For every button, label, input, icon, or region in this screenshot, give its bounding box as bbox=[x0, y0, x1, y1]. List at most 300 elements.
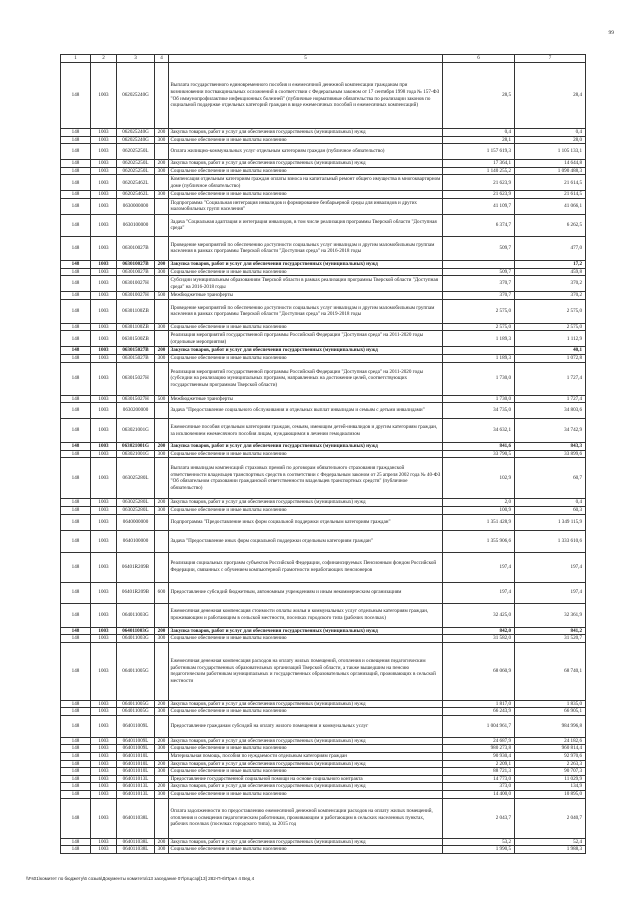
cell-section-code: 1003 bbox=[91, 745, 117, 753]
cell-description: Межбюджетные трансферты bbox=[169, 292, 443, 300]
cell-admin-code: 148 bbox=[61, 450, 91, 458]
cell-admin-code: 148 bbox=[61, 499, 91, 507]
cell-expense-type bbox=[155, 753, 169, 761]
cell-expense-type: 200 bbox=[155, 783, 169, 791]
cell-expense-type: 600 bbox=[155, 582, 169, 603]
cell-executed-amount: 2 575,0 bbox=[515, 323, 586, 331]
table-row bbox=[61, 191, 586, 199]
cell-expense-type bbox=[155, 299, 169, 323]
cell-target-article: 063021001G bbox=[117, 450, 155, 458]
cell-admin-code: 148 bbox=[61, 715, 91, 737]
cell-planned-amount: 88 721,3 bbox=[443, 768, 515, 776]
cell-executed-amount: 1 072,8 bbox=[515, 354, 586, 362]
cell-section-code: 1003 bbox=[91, 292, 117, 300]
cell-description: Социальное обеспечение и иные выплаты населению bbox=[169, 268, 443, 276]
cell-description: Задача "Предоставление социального обслуживания и отдельных выплат инвалидам и семьям с детьми инвалидами" bbox=[169, 403, 443, 419]
cell-planned-amount: 197,4 bbox=[443, 552, 515, 582]
cell-planned-amount: 1 730,0 bbox=[443, 395, 515, 403]
cell-planned-amount: 370,7 bbox=[443, 276, 515, 292]
cell-planned-amount bbox=[443, 347, 515, 355]
cell-admin-code: 148 bbox=[61, 167, 91, 175]
table-row bbox=[61, 354, 586, 362]
cell-expense-type: 200 bbox=[155, 347, 169, 355]
cell-admin-code: 148 bbox=[61, 783, 91, 791]
cell-expense-type: 300 bbox=[155, 768, 169, 776]
cell-expense-type: 200 bbox=[155, 499, 169, 507]
cell-section-code: 1003 bbox=[91, 708, 117, 716]
cell-expense-type bbox=[155, 715, 169, 737]
table-row bbox=[61, 214, 586, 236]
table-row bbox=[61, 775, 586, 783]
cell-section-code: 1003 bbox=[91, 144, 117, 160]
cell-executed-amount: 68 740,1 bbox=[515, 642, 586, 700]
cell-admin-code: 148 bbox=[61, 362, 91, 395]
cell-admin-code: 148 bbox=[61, 160, 91, 168]
cell-admin-code: 148 bbox=[61, 403, 91, 419]
cell-admin-code: 148 bbox=[61, 635, 91, 643]
cell-expense-type: 200 bbox=[155, 260, 169, 268]
table-row bbox=[61, 760, 586, 768]
table-row bbox=[61, 715, 586, 737]
cell-expense-type: 200 bbox=[155, 737, 169, 745]
column-header: 5 bbox=[169, 55, 443, 63]
cell-planned-amount: 2 043,7 bbox=[443, 798, 515, 838]
cell-admin-code: 148 bbox=[61, 760, 91, 768]
cell-description: Проведение мероприятий по обеспечению доступности социальных услуг инвалидам и другим маломобильным группам населения в рамках программы Тверской области "Доступная среда" на 2019-2018 годы bbox=[169, 299, 443, 323]
cell-section-code: 1003 bbox=[91, 450, 117, 458]
cell-admin-code: 148 bbox=[61, 214, 91, 236]
cell-expense-type: 300 bbox=[155, 846, 169, 854]
cell-planned-amount: 21 623,9 bbox=[443, 191, 515, 199]
cell-description: Социальное обеспечение и иные выплаты населению bbox=[169, 354, 443, 362]
cell-section-code: 1003 bbox=[91, 506, 117, 514]
cell-executed-amount: 0,4 bbox=[515, 129, 586, 137]
cell-executed-amount: 34 742,9 bbox=[515, 419, 586, 443]
cell-section-code: 1003 bbox=[91, 603, 117, 627]
cell-section-code: 1003 bbox=[91, 700, 117, 708]
cell-section-code: 1003 bbox=[91, 136, 117, 144]
cell-planned-amount: 1 355 906,6 bbox=[443, 530, 515, 552]
cell-admin-code: 148 bbox=[61, 419, 91, 443]
column-header: 1 bbox=[61, 55, 91, 63]
cell-admin-code: 148 bbox=[61, 700, 91, 708]
cell-description: Компенсация отдельным категориям граждан оплаты взноса на капитальный ремонт общего имущества в многоквартирном доме (публичное обязательство) bbox=[169, 175, 443, 191]
cell-admin-code: 148 bbox=[61, 737, 91, 745]
cell-planned-amount: 1 351 428,9 bbox=[443, 514, 515, 530]
cell-description: Оплата задолженности по предоставлению ежемесячной денежной компенсации расходов на оплату жилых помещений, отопления и освещения педагогическим работникам, проживающим и работающим в сельских населенных пунктах, рабочих поселках (поселках городского типа), за 2015 год bbox=[169, 798, 443, 838]
cell-target-article: 0630100000 bbox=[117, 214, 155, 236]
cell-expense-type: 300 bbox=[155, 635, 169, 643]
cell-executed-amount: 32 361,9 bbox=[515, 603, 586, 627]
cell-admin-code: 148 bbox=[61, 791, 91, 799]
cell-section-code: 1003 bbox=[91, 798, 117, 838]
cell-expense-type bbox=[155, 552, 169, 582]
cell-planned-amount: 509,7 bbox=[443, 268, 515, 276]
cell-description: Ежемесячная денежная компенсация стоимости оплаты жилья и коммунальных услуг отдельным категориям граждан, проживающим и работающим в сельской местности, поселках городского типа (рабочих поселках) bbox=[169, 603, 443, 627]
cell-planned-amount: 14 773,0 bbox=[443, 775, 515, 783]
cell-admin-code: 148 bbox=[61, 260, 91, 268]
cell-section-code: 1003 bbox=[91, 276, 117, 292]
cell-executed-amount: 33 899,6 bbox=[515, 450, 586, 458]
cell-expense-type bbox=[155, 276, 169, 292]
cell-planned-amount: 2 575,0 bbox=[443, 299, 515, 323]
cell-section-code: 1003 bbox=[91, 191, 117, 199]
cell-executed-amount: 134,9 bbox=[515, 783, 586, 791]
cell-section-code: 1003 bbox=[91, 791, 117, 799]
cell-description: Закупка товаров, работ и услуг для обеспечения государственных (муниципальных) нужд bbox=[169, 160, 443, 168]
cell-description: Выплата государственного единовременного пособия и ежемесячной денежной компенсации гражданам при возникновении поствакцинальных осложнений в соответствии с Федеральным законом от 17 сентября 1998 года № 157-ФЗ "Об иммунопрофилактике инфекционных болезней" (публичные нормативные обязательства по реализации законов по социальной поддержке отдельных категорий граждан в виде ежемесячных пособий и ежемесячных компенсаций) bbox=[169, 63, 443, 129]
cell-section-code: 1003 bbox=[91, 214, 117, 236]
cell-expense-type bbox=[155, 175, 169, 191]
table-row bbox=[61, 768, 586, 776]
cell-target-article: 062025240G bbox=[117, 136, 155, 144]
file-path-footer: \\Fs01\комитет по бюджету\6 созыв\Документы комитета\13 заседание 07\ргщсзр[13] 282-П-6\Прил 4 Вед 4 bbox=[26, 876, 255, 881]
cell-description: Закупка товаров, работ и услуг для обеспечения государственных (муниципальных) нужд bbox=[169, 838, 443, 846]
cell-description: Задача "Социальная адаптация и интеграция инвалидов, в том числе реализация программы Тверской области "Доступная среда" bbox=[169, 214, 443, 236]
cell-target-article: 063025280L bbox=[117, 458, 155, 499]
cell-target-article: 063015027B bbox=[117, 347, 155, 355]
cell-planned-amount: 1 004 961,7 bbox=[443, 715, 515, 737]
cell-description: Выплата инвалидам компенсаций страховых премий по договорам обязательного страхования гражданской ответственности владельцев транспортных средств в соответствии с Федеральным законом от 25 апреля 2002 года № 40-ФЗ "Об обязательном страховании гражданской ответственности владельцев транспортных средств" (публичное обязательство) bbox=[169, 458, 443, 499]
cell-target-article: 062025240G bbox=[117, 63, 155, 129]
cell-planned-amount: 21 623,9 bbox=[443, 175, 515, 191]
cell-planned-amount: 33 790,5 bbox=[443, 450, 515, 458]
table-row bbox=[61, 419, 586, 443]
table-row bbox=[61, 198, 586, 214]
cell-admin-code: 148 bbox=[61, 603, 91, 627]
cell-expense-type: 300 bbox=[155, 167, 169, 175]
cell-expense-type bbox=[155, 198, 169, 214]
cell-expense-type bbox=[155, 603, 169, 627]
cell-admin-code: 148 bbox=[61, 642, 91, 700]
table-row bbox=[61, 530, 586, 552]
cell-admin-code: 148 bbox=[61, 552, 91, 582]
cell-target-article: 064011013L bbox=[117, 783, 155, 791]
cell-admin-code: 148 bbox=[61, 506, 91, 514]
cell-executed-amount: 2 040,7 bbox=[515, 798, 586, 838]
cell-executed-amount: 1 090 488,3 bbox=[515, 167, 586, 175]
cell-planned-amount: 1 817,0 bbox=[443, 700, 515, 708]
cell-executed-amount: 1 988,3 bbox=[515, 846, 586, 854]
cell-admin-code: 148 bbox=[61, 354, 91, 362]
cell-expense-type: 300 bbox=[155, 506, 169, 514]
cell-description: Социальное обеспечение и иные выплаты населению bbox=[169, 745, 443, 753]
cell-admin-code: 148 bbox=[61, 530, 91, 552]
cell-description: Реализация мероприятий государственной программы Российской Федерации "Доступная среда" на 2011-2020 годы (субсидии на реализацию муниципальных программ, направленных на достижение целей, соответствующих государственным программам Тверской области) bbox=[169, 362, 443, 395]
cell-target-article: 06401R209B bbox=[117, 552, 155, 582]
cell-planned-amount bbox=[443, 260, 515, 268]
cell-description: Социальное обеспечение и иные выплаты населению bbox=[169, 136, 443, 144]
cell-executed-amount: 28,4 bbox=[515, 63, 586, 129]
cell-section-code: 1003 bbox=[91, 715, 117, 737]
cell-executed-amount: 1 727,4 bbox=[515, 395, 586, 403]
cell-admin-code: 148 bbox=[61, 63, 91, 129]
cell-executed-amount: 10 895,0 bbox=[515, 791, 586, 799]
cell-section-code: 1003 bbox=[91, 236, 117, 260]
cell-executed-amount: 197,4 bbox=[515, 582, 586, 603]
table-row bbox=[61, 582, 586, 603]
cell-admin-code: 148 bbox=[61, 443, 91, 451]
cell-planned-amount: 980 273,8 bbox=[443, 745, 515, 753]
table-header-row bbox=[61, 55, 586, 63]
cell-admin-code: 148 bbox=[61, 198, 91, 214]
cell-admin-code: 148 bbox=[61, 627, 91, 635]
table-row bbox=[61, 635, 586, 643]
cell-description: Подпрограмма "Социальная интеграция инвалидов и формирование безбарьерной среды для инвалидов и других маломобильных групп населения" bbox=[169, 198, 443, 214]
table-row bbox=[61, 753, 586, 761]
table-row bbox=[61, 700, 586, 708]
cell-section-code: 1003 bbox=[91, 347, 117, 355]
table-row bbox=[61, 144, 586, 160]
cell-executed-amount: 66 905,1 bbox=[515, 708, 586, 716]
column-header: 3 bbox=[117, 55, 155, 63]
table-row bbox=[61, 846, 586, 854]
cell-section-code: 1003 bbox=[91, 362, 117, 395]
cell-admin-code: 148 bbox=[61, 236, 91, 260]
cell-target-article: 063015027B bbox=[117, 354, 155, 362]
cell-target-article: 063010027B bbox=[117, 260, 155, 268]
cell-admin-code: 148 bbox=[61, 292, 91, 300]
cell-planned-amount: 14 400,0 bbox=[443, 791, 515, 799]
cell-executed-amount: 841,2 bbox=[515, 627, 586, 635]
cell-executed-amount: 14 644,8 bbox=[515, 160, 586, 168]
cell-target-article: 064011013L bbox=[117, 791, 155, 799]
cell-expense-type: 200 bbox=[155, 443, 169, 451]
cell-executed-amount: 31 520,7 bbox=[515, 635, 586, 643]
cell-section-code: 1003 bbox=[91, 514, 117, 530]
cell-description: Материальная помощь, пособия по нуждаемости отдельным категориям граждан bbox=[169, 753, 443, 761]
cell-section-code: 1003 bbox=[91, 737, 117, 745]
cell-description: Закупка товаров, работ и услуг для обеспечения государственных (муниципальных) нужд bbox=[169, 499, 443, 507]
cell-target-article: 063010027B bbox=[117, 236, 155, 260]
cell-description: Предоставление государственной социальной помощи на основе социального контракта bbox=[169, 775, 443, 783]
cell-executed-amount: 1 835,0 bbox=[515, 700, 586, 708]
cell-section-code: 1003 bbox=[91, 443, 117, 451]
cell-section-code: 1003 bbox=[91, 627, 117, 635]
cell-expense-type: 300 bbox=[155, 354, 169, 362]
cell-planned-amount: 24 687,9 bbox=[443, 737, 515, 745]
cell-executed-amount: 34 803,6 bbox=[515, 403, 586, 419]
table-row bbox=[61, 506, 586, 514]
cell-section-code: 1003 bbox=[91, 775, 117, 783]
cell-section-code: 1003 bbox=[91, 260, 117, 268]
table-row bbox=[61, 708, 586, 716]
cell-admin-code: 148 bbox=[61, 846, 91, 854]
cell-planned-amount: 1 730,0 bbox=[443, 362, 515, 395]
cell-target-article: 063010027H bbox=[117, 276, 155, 292]
cell-executed-amount: 1 105 133,1 bbox=[515, 144, 586, 160]
table-row bbox=[61, 798, 586, 838]
cell-expense-type bbox=[155, 798, 169, 838]
cell-description: Закупка товаров, работ и услуг для обеспечения государственных (муниципальных) нужд bbox=[169, 627, 443, 635]
cell-description: Закупка товаров, работ и услуг для обеспечения государственных (муниципальных) нужд bbox=[169, 443, 443, 451]
cell-admin-code: 148 bbox=[61, 395, 91, 403]
cell-target-article: 062025250L bbox=[117, 167, 155, 175]
cell-planned-amount: 17 364,1 bbox=[443, 160, 515, 168]
cell-target-article: 062025462L bbox=[117, 175, 155, 191]
table-row bbox=[61, 443, 586, 451]
cell-admin-code: 148 bbox=[61, 838, 91, 846]
table-row bbox=[61, 458, 586, 499]
table-row bbox=[61, 395, 586, 403]
cell-description: Проведение мероприятий по обеспечению доступности социальных услуг инвалидам и другим маломобильным группам населения в рамках программы Тверской области "Доступная среда" на 2016-2018 годы bbox=[169, 236, 443, 260]
cell-planned-amount: 66 243,9 bbox=[443, 708, 515, 716]
cell-description: Закупка товаров, работ и услуг для обеспечения государственных (муниципальных) нужд bbox=[169, 260, 443, 268]
cell-description: Подпрограмма "Предоставление иных форм социальной поддержки отдельным категориям граждан" bbox=[169, 514, 443, 530]
table-row bbox=[61, 362, 586, 395]
cell-description: Социальное обеспечение и иные выплаты населению bbox=[169, 506, 443, 514]
cell-target-article: 064011003G bbox=[117, 635, 155, 643]
cell-admin-code: 148 bbox=[61, 136, 91, 144]
cell-executed-amount: 459,8 bbox=[515, 268, 586, 276]
cell-target-article: 064011003G bbox=[117, 627, 155, 635]
cell-target-article: 064011038L bbox=[117, 838, 155, 846]
cell-target-article: 064011009L bbox=[117, 737, 155, 745]
cell-section-code: 1003 bbox=[91, 403, 117, 419]
cell-planned-amount: 41 109,7 bbox=[443, 198, 515, 214]
cell-section-code: 1003 bbox=[91, 268, 117, 276]
cell-admin-code: 148 bbox=[61, 582, 91, 603]
cell-admin-code: 148 bbox=[61, 129, 91, 137]
cell-expense-type: 200 bbox=[155, 129, 169, 137]
cell-target-article: 064011038L bbox=[117, 798, 155, 838]
cell-description: Предоставление субсидий бюджетным, автономным учреждениям и иным некоммерческим организациям bbox=[169, 582, 443, 603]
cell-executed-amount: 52,4 bbox=[515, 838, 586, 846]
table-row bbox=[61, 627, 586, 635]
cell-admin-code: 148 bbox=[61, 753, 91, 761]
cell-admin-code: 148 bbox=[61, 144, 91, 160]
cell-expense-type: 200 bbox=[155, 160, 169, 168]
cell-expense-type: 500 bbox=[155, 395, 169, 403]
cell-planned-amount: 90 930,4 bbox=[443, 753, 515, 761]
cell-admin-code: 148 bbox=[61, 191, 91, 199]
table-row bbox=[61, 737, 586, 745]
cell-executed-amount: 41 066,1 bbox=[515, 198, 586, 214]
cell-description: Закупка товаров, работ и услуг для обеспечения государственных (муниципальных) нужд bbox=[169, 783, 443, 791]
cell-planned-amount: 28,5 bbox=[443, 63, 515, 129]
cell-planned-amount: 1 189,3 bbox=[443, 354, 515, 362]
cell-target-article: 064011013L bbox=[117, 775, 155, 783]
column-header: 6 bbox=[443, 55, 515, 63]
cell-target-article: 062025250L bbox=[117, 160, 155, 168]
cell-section-code: 1003 bbox=[91, 458, 117, 499]
cell-target-article: 064011010L bbox=[117, 760, 155, 768]
column-header: 2 bbox=[91, 55, 117, 63]
cell-executed-amount: 1 349 115,9 bbox=[515, 514, 586, 530]
table-row bbox=[61, 129, 586, 137]
cell-admin-code: 148 bbox=[61, 347, 91, 355]
cell-description: Социальное обеспечение и иные выплаты населению bbox=[169, 635, 443, 643]
column-header: 7 bbox=[515, 55, 586, 63]
cell-executed-amount: 40,1 bbox=[515, 347, 586, 355]
cell-target-article: 064011009L bbox=[117, 745, 155, 753]
cell-expense-type bbox=[155, 214, 169, 236]
cell-target-article: 063015027H bbox=[117, 362, 155, 395]
cell-admin-code: 148 bbox=[61, 299, 91, 323]
cell-section-code: 1003 bbox=[91, 783, 117, 791]
cell-admin-code: 148 bbox=[61, 768, 91, 776]
cell-description: Оплата жилищно-коммунальных услуг отдельным категориям граждан (публичное обязательство) bbox=[169, 144, 443, 160]
cell-target-article: 064011005G bbox=[117, 708, 155, 716]
cell-planned-amount: 2,0 bbox=[443, 499, 515, 507]
cell-admin-code: 148 bbox=[61, 268, 91, 276]
cell-target-article: 064011005G bbox=[117, 700, 155, 708]
cell-description: Социальное обеспечение и иные выплаты населению bbox=[169, 846, 443, 854]
cell-executed-amount: 1 112,9 bbox=[515, 331, 586, 347]
cell-executed-amount: 21 614,5 bbox=[515, 175, 586, 191]
cell-executed-amount: 2 575,0 bbox=[515, 299, 586, 323]
cell-expense-type: 300 bbox=[155, 708, 169, 716]
cell-section-code: 1003 bbox=[91, 395, 117, 403]
cell-expense-type: 300 bbox=[155, 323, 169, 331]
cell-description: Закупка товаров, работ и услуг для обеспечения государственных (муниципальных) нужд bbox=[169, 737, 443, 745]
cell-description: Социальное обеспечение и иные выплаты населению bbox=[169, 167, 443, 175]
cell-target-article: 063015027H bbox=[117, 395, 155, 403]
table-row bbox=[61, 63, 586, 129]
cell-executed-amount: 17,2 bbox=[515, 260, 586, 268]
cell-planned-amount: 102,9 bbox=[443, 458, 515, 499]
cell-planned-amount: 53,2 bbox=[443, 838, 515, 846]
cell-expense-type bbox=[155, 331, 169, 347]
cell-section-code: 1003 bbox=[91, 198, 117, 214]
table-row bbox=[61, 236, 586, 260]
cell-planned-amount: 68 060,9 bbox=[443, 642, 515, 700]
table-row bbox=[61, 268, 586, 276]
cell-planned-amount: 197,4 bbox=[443, 582, 515, 603]
cell-planned-amount: 34 735,0 bbox=[443, 403, 515, 419]
cell-expense-type: 200 bbox=[155, 700, 169, 708]
cell-expense-type: 300 bbox=[155, 268, 169, 276]
cell-target-article: 064011038L bbox=[117, 846, 155, 854]
table-row bbox=[61, 160, 586, 168]
table-row bbox=[61, 167, 586, 175]
cell-expense-type bbox=[155, 514, 169, 530]
cell-planned-amount: 2 575,0 bbox=[443, 323, 515, 331]
cell-target-article: 063021001G bbox=[117, 419, 155, 443]
cell-planned-amount: 31 582,0 bbox=[443, 635, 515, 643]
table-row bbox=[61, 331, 586, 347]
cell-planned-amount: 370,7 bbox=[443, 292, 515, 300]
cell-planned-amount: 1 990,5 bbox=[443, 846, 515, 854]
cell-executed-amount: 370,2 bbox=[515, 292, 586, 300]
cell-executed-amount: 11 029,9 bbox=[515, 775, 586, 783]
table-row bbox=[61, 499, 586, 507]
cell-executed-amount: 477,0 bbox=[515, 236, 586, 260]
cell-admin-code: 148 bbox=[61, 323, 91, 331]
cell-expense-type: 300 bbox=[155, 450, 169, 458]
cell-description: Социальное обеспечение и иные выплаты населению bbox=[169, 768, 443, 776]
cell-planned-amount: 1 157 619,3 bbox=[443, 144, 515, 160]
cell-section-code: 1003 bbox=[91, 838, 117, 846]
cell-target-article: 062025462L bbox=[117, 191, 155, 199]
page-number: 99 bbox=[608, 30, 614, 36]
cell-executed-amount: 984 996,8 bbox=[515, 715, 586, 737]
cell-admin-code: 148 bbox=[61, 514, 91, 530]
cell-planned-amount: 28,1 bbox=[443, 136, 515, 144]
cell-executed-amount: 1 727,4 bbox=[515, 362, 586, 395]
cell-executed-amount: 843,3 bbox=[515, 443, 586, 451]
cell-planned-amount: 0,4 bbox=[443, 129, 515, 137]
cell-expense-type bbox=[155, 458, 169, 499]
table-row bbox=[61, 136, 586, 144]
cell-expense-type: 300 bbox=[155, 191, 169, 199]
cell-target-article: 063010027B bbox=[117, 268, 155, 276]
cell-target-article: 06401R209B bbox=[117, 582, 155, 603]
cell-expense-type: 300 bbox=[155, 745, 169, 753]
cell-target-article: 0640000000 bbox=[117, 514, 155, 530]
cell-target-article: 064011005G bbox=[117, 642, 155, 700]
cell-expense-type bbox=[155, 642, 169, 700]
